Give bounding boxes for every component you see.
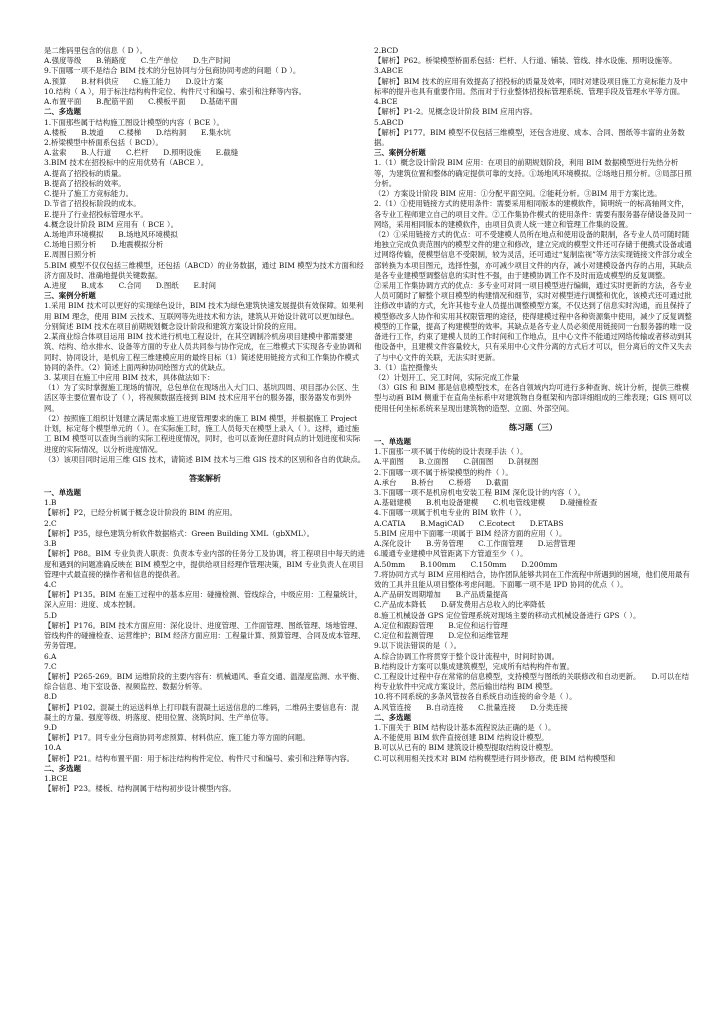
left-section-multiple <box>44 118 366 292</box>
answer-key: 8.D <box>44 692 57 702</box>
case-answer-paragraph: （2）方案设计阶段 BIM 应用：①分配平面空间。②能耗分析。③BIM 用于方案比选。 <box>374 189 662 199</box>
question-line: A.布置平面 B.配筋平面 C.模板平面 D.基础平面 <box>44 97 238 107</box>
answer-explanation: 【解析】P265-269。BIM 运维阶段的主要内容有：机械通风、垂直交通、温湿度监测、水平衡、综合信息、地下室设备、视频监控、数据分析等。 <box>44 671 365 692</box>
answers-heading-single: 一、单选题 <box>44 488 81 497</box>
question-line: A.综合协调工作将贯穿于整个设计流程中，时间时协调。 <box>374 651 560 661</box>
answers-single-list <box>44 498 366 764</box>
question-line: A.定位和跟踪管理 B.定位和运行管理 <box>374 620 508 630</box>
question-line: A.平面图 B.立面图 C.剖面图 D.剖视图 <box>374 457 539 467</box>
answer-key: 2.C <box>44 518 57 528</box>
question-line: 10.结构（ A ），用于标注结构构件定位、构件尺寸和编号、索引和注释等内容。 <box>44 86 306 96</box>
answer-key: 4.BCE <box>374 97 398 107</box>
left-column <box>44 46 366 795</box>
question-line: 4.下面哪一项属于机电专业的 BIM 软件（ ）。 <box>374 508 526 518</box>
question-line: C.产品成本降低 D.研发费用占总收入的比率降低 <box>374 600 545 610</box>
answer-explanation: 【解析】P88。BIM 专业负责人职责：负责本专业内部的任务分工及协调，将工程项目中每天的进度和遇到的问题准确反映在 BIM 模型之中，提供给项目经理作管理决策，BIM 专业负责人在项目管理中式最直接的操作者和信息的提供者。 <box>44 549 365 579</box>
section-heading-case: 三、案例分析题 <box>44 291 96 301</box>
question-line: 3.BIM 技术在招投标中的应用优势有（ABCE ）。 <box>44 158 209 168</box>
exercise-multiple-questions <box>374 723 692 764</box>
case-paragraph: 2.某商业综合体项目运用 BIM 技术进行机电工程设计，在其空调制冷机房项目建模中都需要建筑、结构、给水排水、设备等方面的专业人员共同参与协作完成，在三维模式下实现各专业协调和同时、协同设计，是机房工程三维建模应用的最终目标（1）简述使用链接方式和工作集协作模式协同的条件。（2）简述上面两种协同绘图方式的优缺点。 <box>44 332 362 372</box>
answer-key: 10.A <box>44 743 62 753</box>
exercise-title: 练习题（三） <box>509 421 557 432</box>
answer-key: 9.D <box>44 723 57 733</box>
question-line: 3.下面哪一项不是机房机电安装工程 BIM 深化设计的内容（ ）。 <box>374 488 586 497</box>
question-line: A.场地声环境模拟 B.场地风环境模拟 <box>44 229 178 239</box>
answer-key: 5.ABCD <box>374 117 404 127</box>
answers-heading-multiple: 二、多选题 <box>44 763 81 773</box>
answer-explanation: 【解析】P177。BIM 模型不仅包括三维模型，还包含进度、成本、合同、图纸等丰富的业务数据。 <box>374 127 685 147</box>
answer-explanation: 【解析】BIM 技术的应用有效提高了招投标的质量及效率，同时对建设项目施工方竞标能力及中标率的提升也具有重要作用。然而对于行业整体招投标管理系统、管理手段及管理水平等方面。 <box>374 76 688 96</box>
question-line: A.CATIA B.MagiCAD C.Ecotect D.ETABS <box>374 518 564 528</box>
answer-key: 3.B <box>44 539 57 549</box>
answer-key: 5.D <box>44 610 57 620</box>
case-answer-paragraph: 2.（1）①使用链接方式的使用条件：需要采用相同版本的建模软件，简明统一的标高轴网文件，各专业工程师建立自己的项目文件。②工作集协作模式的使用条件：需要有服务器存储设备及同一网络，采用相同版本的建模软件，由项目负责人统一建立和管理工作集的设置。 <box>374 199 692 229</box>
answer-explanation: 【解析】P2，已经分析属于概念设计阶段的 BIM 的应用。 <box>44 508 237 518</box>
question-line: 4.概念设计阶段 BIM 应用有（ BCE ）。 <box>44 219 178 229</box>
case-paragraph: （1）为了实时掌握施工现场的情况，总包单位在现场出入大门口、基坑四周、项目部办公区、生活区等主要位置布设了（ ），将视频数据连接到 BIM 技术应用平台的服务器，服务器发布到外网。 <box>44 383 360 413</box>
case-answer-paragraph: （3）GIS 和 BIM 都是信息模型技术，在各自领域内均可进行多种查询、统计分析，提供三维模型与动画 BIM 侧重于在直角坐标系中对建筑物自身框架和内部详细组成的三维表现；GIS 则可以使用任何坐标系统来呈现出建筑物的造型、立面、外部空间。 <box>374 383 692 413</box>
answer-key: 1.B <box>44 498 57 508</box>
question-line: 是二维码里包含的信息（ D ）。 <box>44 46 148 55</box>
answers-multiple-continued <box>374 46 692 148</box>
section-heading-multiple: 二、多选题 <box>44 107 81 117</box>
question-line: A.承台 B.桥台 C.桥塔 D.截面 <box>374 477 509 487</box>
case-paragraph: 3. 某项目在施工中应用 BIM 技术，具体做法如下： <box>44 373 215 382</box>
answer-key: 4.C <box>44 579 57 589</box>
question-line: 1.下面那一项不属于传统的设计表现手法（ ）。 <box>374 447 528 457</box>
answer-explanation: 【解析】P135。BIM 在施工过程中的基本应用：碰撞检测、管线综合，中级应用：工程量统计，深入应用：进度、成本控制。 <box>44 590 363 610</box>
case-answer-paragraph: （2）计划开工、完工时间，实际完成工作量 <box>374 373 520 382</box>
question-line: A.强度等级 B.销路度 C.生产单位 D.生产时间 <box>44 56 231 66</box>
left-section-case <box>44 301 366 465</box>
question-line: 5.BIM 模型不仅仅包括三维模型，还包括（ABCD）的业务数据，通过 BIM 模型为技术方面和经济方面及时、准确地提供关键数据。 <box>44 260 364 280</box>
answer-explanation: 【解析】P102。混凝土的运送料单上打印载有混凝土运送信息的二维码，二维码主要信息有：混凝土的方量、强度等级、坍落度、使用位置、浇筑时间、生产单位等。 <box>44 702 359 722</box>
answer-explanation: 【解析】P23。楼板、结构洞属于结构初步设计模型内容。 <box>44 784 236 794</box>
question-line: 10.将不同系统的多条风管按各自系统自动连接的命令是（ ）。 <box>374 692 577 702</box>
answer-explanation: 【解析】P35，绿色建筑分析软件数据格式：Green Building XML（gbXML）。 <box>44 528 314 538</box>
answer-explanation: 【解析】P1-2。见概念设计阶段 BIM 应用内容。 <box>374 107 538 117</box>
answers-multiple-list <box>44 774 366 794</box>
question-line: 5.BIM 应用中下面哪一项属于 BIM 经济方面的应用（ ）。 <box>374 528 567 538</box>
question-line: 9.以下说法错误的是（ ）。 <box>374 641 461 651</box>
case-answer-paragraph: （2）①采用链接方式的优点：可不受建模人员所在地点和使用设备的限制，各专业人员可随时随地独立完成负责范围内的模型文件的建立和修改，建立完成的模型文件还可存储于便携式设备或通过网络传输，使模型信息不受限制，较为灵活，还可通过“复制监视”等方法实现链接文件部分或全部转换为本项目图元，选择性强，亦可减少项目文件的内存，减小对建模设备内存的占用，其缺点是各专业建模型调整信息的实时性不强，由于建模协调工作不及时而造成模型的反复调整。 <box>374 229 692 280</box>
question-line: A.基础建模 B.机电设备建模 C.机电管线建模 D.碰撞检查 <box>374 498 598 508</box>
answer-key: 7.C <box>44 661 57 671</box>
right-column <box>374 46 692 764</box>
answer-key: 1.BCE <box>44 774 68 784</box>
question-line: C.提升了施工方竞标能力。 <box>44 189 134 199</box>
question-line: 1.下面关于 BIM 结构设计基本流程说法正确的是（ ）。 <box>374 723 556 733</box>
question-line: A.预算 B.材料供应 C.施工能力 D.设计方案 <box>44 76 224 86</box>
question-line: B.可以从已有的 BIM 建筑设计模型提取结构设计模型。 <box>374 743 558 753</box>
question-line: A.风管连接 B.自动连接 C.批量连接 D.分类连接 <box>374 702 568 712</box>
question-line: C.可以利用相关技术对 BIM 结构模型进行同步修改，使 BIM 结构模型和 <box>374 753 616 763</box>
question-line: A.盆索 B.人行道 C.栏杆 D.照明设施 E.截缝 <box>44 148 239 158</box>
answer-explanation: 【解析】P21。结构布置平面：用于标注结构构件定位、构件尺寸和编号、索引和注释等内容。 <box>44 753 355 763</box>
question-line: 1.下面那些属于结构施工图设计模型的内容（ BCE ）。 <box>44 117 224 127</box>
question-line: 8.施工机械设备 GPS 定位管理系统对现场主要的移动式机械设备进行 GPS（ ）。 <box>374 610 641 620</box>
answer-explanation: 【解析】P176。BIM 技术方面应用：深化设计、进度管理、工作面管理、图纸管理、场地管理、管线构件的碰撞检查、运营维护；BIM 经济方面应用：工程量计算、预算管理、合同及成本管理、劳务管理。 <box>44 620 366 651</box>
question-line: C.工程设计过程中存在常常的信息模型，支持模型与图纸的关联修改和自动更新。 D.可以在结构专业软件中完成方案设计，然后输出结构 BIM 模型。 <box>374 671 690 692</box>
question-line: A.产品研发周期增加 B.产品质量提高 <box>374 590 508 600</box>
case-answers <box>374 158 692 413</box>
answer-key: 3.ABCE <box>374 66 404 76</box>
question-line: A.提高了招投标的质量。 <box>44 168 126 178</box>
exercise-heading-single: 一、单选题 <box>374 436 411 446</box>
answer-explanation: 【解析】P62。桥梁模型桥面系包括：栏杆、人行道、铺装、管线、排水设施、照明设施等。 <box>374 56 677 66</box>
case-answer-paragraph: 3.（1）监控摄像头 <box>374 362 438 372</box>
case-paragraph: （2）按照施工组织计划建立满足需求施工进度管理要求的施工 BIM 模型，并根据施工 Project 计划，标定每个模型单元的（ ）。在实际施工时，施工人员每天在模型上录入（ ）。这样，通过施工 BIM 模型可以查询当前的实际工程进度情况，同时，也可以查询任意时间点的计划进度和实际进度的实际情况，以分析进度情况。 <box>44 413 361 454</box>
question-line: 2.下面哪一项不属于桥梁模型的构件（ ）。 <box>374 467 513 477</box>
case-paragraph: （3）该项目同时运用三维 GIS 技术，请简述 BIM 技术与三维 GIS 技术的区别和各自的优缺点。 <box>44 454 366 464</box>
question-line: 6.暖通专业建模中风管距离下方管道至少（ ）。 <box>374 549 528 559</box>
question-line: A.不能使用 BIM 软件直接创建 BIM 结构设计模型。 <box>374 733 549 743</box>
case-paragraph: 1.采用 BIM 技术可以更好的实现绿色设计，BIM 技术为绿色建筑快速发展提供有效保障。如果利用 BIM 理念，使用 BIM 云技术、互联网等先进技术和方法，建筑从开始设计就可以更加绿色。分别简述 BIM 技术在项目前期规划概念设计阶段和建筑方案设计阶段的应用。 <box>44 301 364 331</box>
section-heading-case-answers: 三、案例分析题 <box>374 148 426 158</box>
answer-key: 6.A <box>44 651 57 661</box>
exercise-single-questions <box>374 447 692 713</box>
answer-explanation: 【解析】P17。同专业分包商协同考虑预算、材料供应、施工能力等方面的问题。 <box>44 733 310 743</box>
question-line: E.周围日照分析 <box>44 250 97 260</box>
exercise-heading-multiple: 二、多选题 <box>374 712 411 722</box>
case-answer-paragraph: ②采用工作集协调方式的优点：多专业可对同一项目模型进行编辑，通过实时更新的方法，各专业人员可随时了解整个项目模型的构建情况和细节，实时对模型进行调整和优化，该模式还可通过批注修改申请的方式，允许其他专业人员提出调整模型方案，不仅达到了信息实时沟通，而且保持了模型修改多人协作和实用其权限管理的途径，使得建模过程中各种资源集中使用，减少了反复调整模型的工作量，提高了构建模型的效率。其缺点是各专业人员必须使用链接同一台服务器的唯一设备进行工作，约束了建模人员的工作时间和工作地点，且中心文件不能通过网络传输或者移动到其他设备中，且建模文件容量较大，只有采用中心文件分离的方式后才可以，但分离后的文件又失去了与中心文件的关联，无法实时更新。 <box>374 281 692 362</box>
question-line: 7.将协同方式与 BIM 应用相结合，协作团队能够共同在工作流程中所遇到的困境，他们使用最有效的工具并且能从项目整体考虑问题。下面哪一项不是 IPD 协同的优点（ ）。 <box>374 569 690 589</box>
question-line: D.节省了招投标阶段的成本。 <box>44 199 141 209</box>
question-line: B.提高了招投标的效率。 <box>44 178 126 188</box>
left-section-questions <box>44 46 366 107</box>
question-line: A.楼板 B.坡道 C.楼梯 D.结构洞 E.集水坑 <box>44 127 231 137</box>
answer-key: 2.BCD <box>374 46 399 55</box>
question-line: A.进度 B.成本 C.合同 D.图纸 E.时间 <box>44 281 216 291</box>
question-line: C.定位和监测管理 D.定位和运维管理 <box>374 631 509 641</box>
question-line: B.结构设计方案可以集成建筑模型，完成所有结构构件布置。 <box>374 661 574 671</box>
question-line: 2.桥梁模型中桥面系包括（ BCD）。 <box>44 137 163 147</box>
question-line: 9.下面哪一项不是结合 BIM 技术的分包协同与分包商协同考虑的问题（ D ）。 <box>44 66 301 76</box>
case-answer-paragraph: 1.（1）概念设计阶段 BIM 应用：在项目的前期规划阶段，利用 BIM 数据模型进行先热分析等，为建筑位置和整体的确定提供可靠的支持。①场地风环境模拟。②场地日照分析。③局部日照分析。 <box>374 158 692 188</box>
answers-title: 答案解析 <box>189 472 221 483</box>
question-line: C.场地日照分析 D.地震模拟分析 <box>44 240 164 250</box>
question-line: A.50mm B.100mm C.150mm D.200mm <box>374 559 558 569</box>
question-line: E.提升了行业招投标管理水平。 <box>44 209 148 219</box>
question-line: A.深化设计 B.劳务管理 C.工作面管理 D.运营管理 <box>374 539 576 549</box>
